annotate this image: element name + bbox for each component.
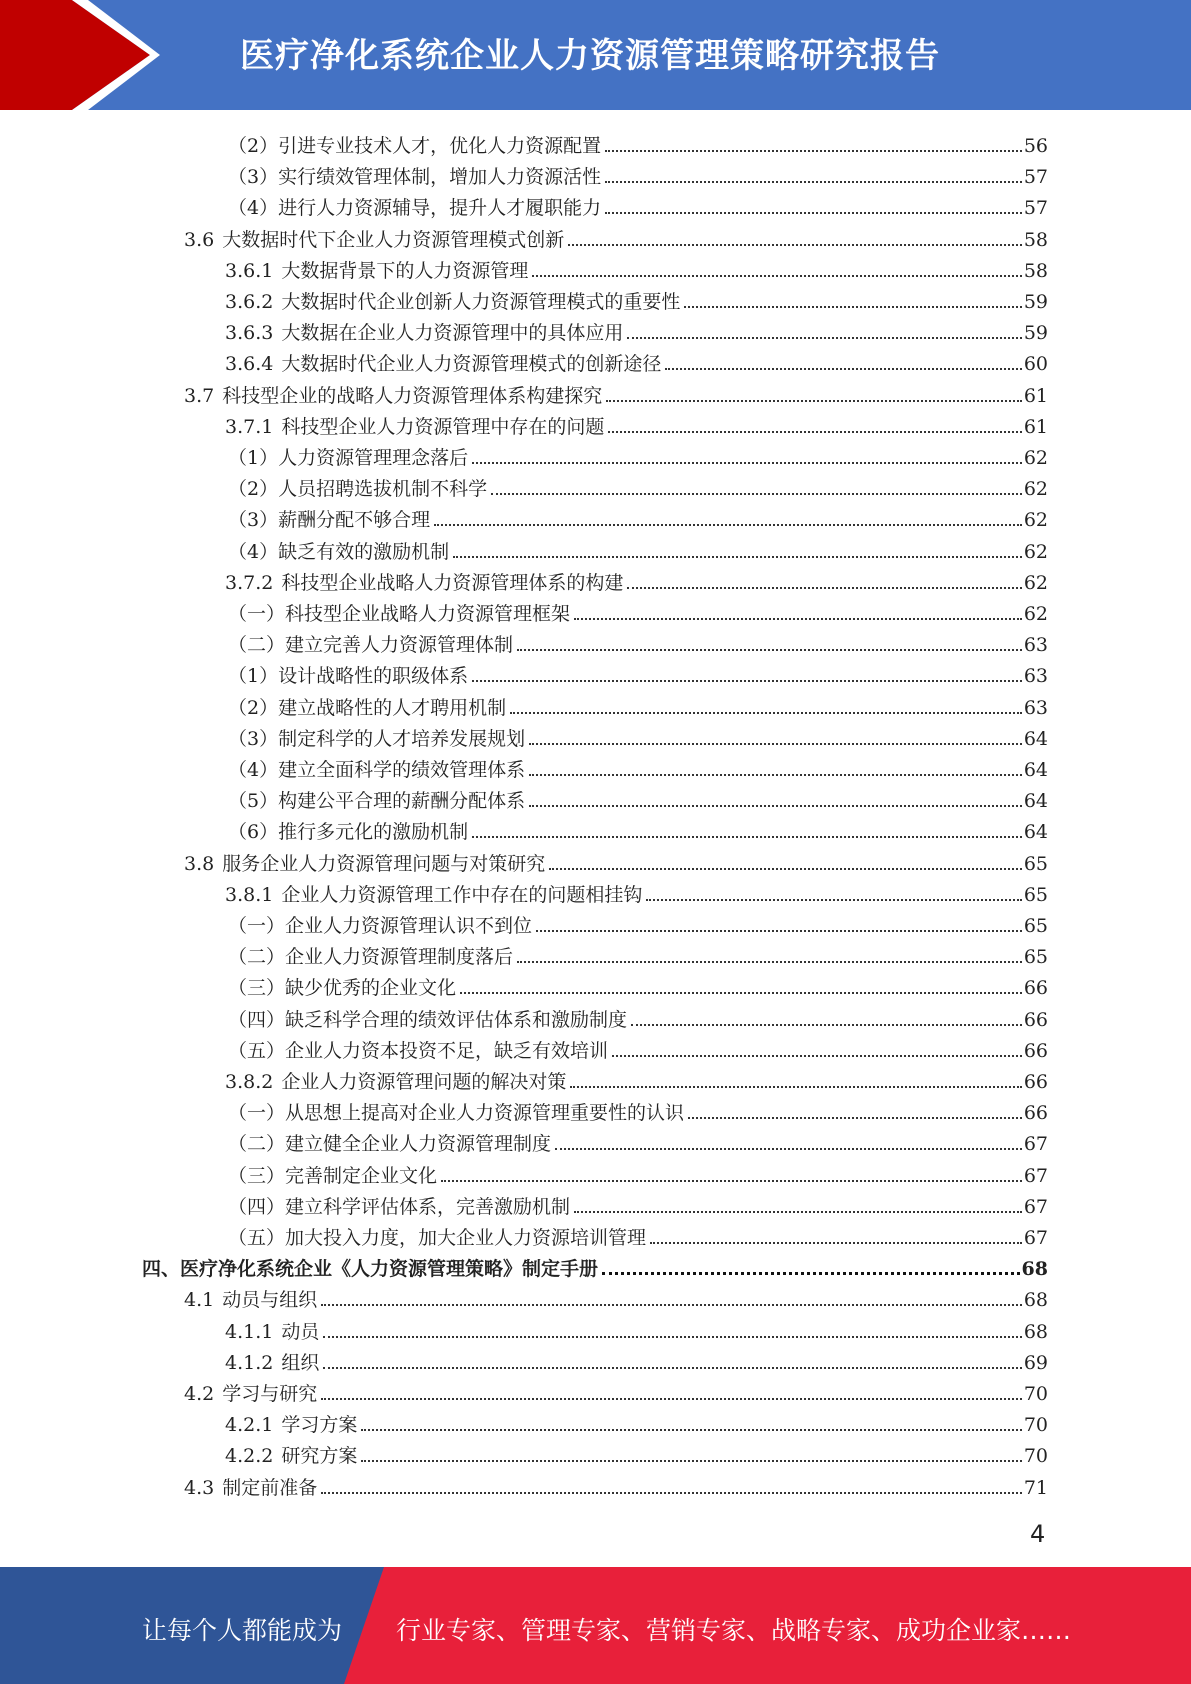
toc-entry[interactable] — [228, 626, 1048, 657]
toc-entry-page: 62 — [1023, 478, 1048, 501]
toc-entry-title: 科技型企业战略人力资源管理体系的构建 — [281, 571, 624, 594]
footer-slogan: 让每个人都能成为 — [142, 1616, 343, 1645]
toc-entry[interactable] — [228, 439, 1048, 470]
toc-entry-title: 大数据时代企业创新人力资源管理模式的重要性 — [281, 291, 681, 313]
toc-entry[interactable] — [184, 1469, 1048, 1500]
toc-entry[interactable] — [228, 1032, 1048, 1063]
toc-entry-title: （3）制定科学的人才培养发展规划 — [228, 727, 526, 750]
toc-entry-title: （4）缺乏有效的激励机制 — [228, 540, 450, 563]
toc-entry-number: 4.2.2 — [225, 1445, 274, 1468]
toc-entry[interactable] — [225, 564, 1048, 595]
toc-dot-leader — [517, 649, 1022, 651]
toc-entry-title: （1）设计战略性的职级体系 — [228, 665, 469, 688]
toc-dot-leader — [321, 1492, 1022, 1494]
toc-entry-number: 4.1 — [184, 1289, 215, 1312]
toc-entry-number: 4.2.1 — [225, 1414, 274, 1437]
toc-entry-title: 研究方案 — [281, 1445, 358, 1468]
toc-dot-leader — [453, 556, 1022, 558]
toc-dot-leader — [472, 680, 1022, 682]
toc-entry[interactable] — [228, 1094, 1048, 1125]
toc-entry-title: 大数据背景下的人力资源管理 — [281, 259, 529, 282]
toc-dot-leader — [472, 462, 1022, 464]
toc-entry-page: 70 — [1023, 1383, 1048, 1405]
toc-entry[interactable] — [228, 1001, 1048, 1032]
toc-entry-page: 65 — [1023, 946, 1048, 969]
toc-entry-title: （二）企业人力资源管理制度落后 — [228, 946, 514, 969]
toc-entry-title: （1）人力资源管理理念落后 — [228, 447, 469, 469]
toc-entry[interactable] — [228, 657, 1048, 688]
toc-entry[interactable] — [184, 1281, 1048, 1312]
toc-entry-page: 65 — [1023, 852, 1048, 875]
toc-entry-title: （5）构建公平合理的薪酬分配体系 — [228, 790, 526, 813]
toc-entry-title: 科技型企业人力资源管理中存在的问题 — [281, 415, 605, 438]
toc-entry-page: 57 — [1023, 166, 1048, 189]
toc-entry[interactable] — [228, 938, 1048, 969]
toc-entry-title: （二）建立健全企业人力资源管理制度 — [228, 1133, 552, 1156]
toc-entry-page: 56 — [1023, 135, 1048, 157]
toc-dot-leader — [606, 400, 1022, 402]
toc-entry[interactable] — [228, 1219, 1048, 1250]
toc-entry[interactable] — [228, 127, 1048, 158]
toc-entry-page: 64 — [1023, 821, 1048, 844]
toc-dot-leader — [574, 1211, 1022, 1213]
toc-entry[interactable] — [184, 845, 1048, 876]
toc-entry-number: 3.8 — [184, 852, 215, 875]
toc-entry-number: 3.8.1 — [225, 883, 274, 906]
toc-entry-page: 62 — [1023, 447, 1048, 469]
toc-entry[interactable] — [228, 813, 1048, 844]
toc-dot-leader — [321, 1304, 1022, 1306]
toc-entry[interactable] — [228, 1157, 1048, 1188]
toc-entry-title: （二）建立完善人力资源管理体制 — [228, 634, 514, 657]
toc-entry[interactable] — [228, 969, 1048, 1000]
toc-dot-leader — [650, 1242, 1022, 1244]
toc-entry[interactable] — [225, 314, 1048, 345]
toc-entry[interactable] — [225, 1313, 1048, 1344]
toc-dot-leader — [627, 587, 1021, 589]
toc-entry-number: 4.3 — [184, 1476, 215, 1499]
toc-entry-page: 58 — [1023, 228, 1048, 251]
toc-entry-title: 动员与组织 — [222, 1289, 318, 1312]
toc-entry-number: 4.1.1 — [225, 1320, 274, 1343]
toc-entry[interactable] — [225, 1437, 1048, 1468]
toc-entry-title: （一）从思想上提高对企业人力资源管理重要性的认识 — [228, 1102, 685, 1125]
toc-entry-page: 66 — [1023, 1071, 1048, 1093]
toc-entry[interactable] — [228, 751, 1048, 782]
toc-entry[interactable] — [228, 189, 1048, 220]
footer-roles: 行业专家、管理专家、营销专家、战略专家、成功企业家…… — [396, 1616, 1072, 1645]
toc-dot-leader — [529, 774, 1022, 776]
toc-dot-leader — [536, 930, 1022, 932]
toc-dot-leader — [605, 212, 1022, 214]
toc-entry-page: 63 — [1023, 696, 1048, 719]
toc-entry-title: （3）薪酬分配不够合理 — [228, 509, 431, 532]
toc-entry[interactable] — [225, 876, 1048, 907]
toc-dot-leader — [321, 1398, 1022, 1400]
toc-entry-page: 62 — [1023, 540, 1048, 563]
toc-entry[interactable] — [228, 782, 1048, 813]
toc-dot-leader — [517, 961, 1022, 963]
toc-entry-title: 服务企业人力资源管理问题与对策研究 — [222, 852, 546, 875]
toc-entry-page: 70 — [1023, 1414, 1048, 1437]
toc-entry-page: 60 — [1023, 353, 1048, 376]
toc-entry-number: 3.8.2 — [225, 1071, 274, 1093]
toc-entry-page: 65 — [1023, 883, 1048, 906]
toc-entry-page: 62 — [1023, 509, 1048, 532]
toc-entry-page: 66 — [1023, 1102, 1048, 1125]
toc-entry[interactable] — [228, 595, 1048, 626]
toc-dot-leader — [460, 992, 1022, 994]
toc-dot-leader — [627, 337, 1021, 339]
toc-entry-page: 67 — [1023, 1133, 1048, 1156]
toc-entry-title: 大数据时代企业人力资源管理模式的创新途径 — [281, 353, 662, 376]
toc-entry-page: 64 — [1023, 759, 1048, 781]
toc-dot-leader — [323, 1367, 1021, 1369]
toc-entry-title: 学习方案 — [281, 1414, 358, 1437]
toc-entry-page: 66 — [1023, 1008, 1048, 1031]
toc-entry-title: （4）进行人力资源辅导，提升人才履职能力 — [228, 197, 602, 220]
toc-entry-title: 大数据在企业人力资源管理中的具体应用 — [281, 322, 624, 345]
toc-entry-page: 69 — [1023, 1351, 1048, 1374]
toc-dot-leader — [361, 1429, 1021, 1431]
toc-entry[interactable] — [228, 1125, 1048, 1156]
toc-entry[interactable] — [225, 252, 1048, 283]
toc-entry-title: （2）建立战略性的人才聘用机制 — [228, 696, 507, 719]
footer-band — [0, 1567, 1191, 1684]
toc-entry-title: 组织 — [281, 1351, 320, 1374]
toc-entry-title: 科技型企业的战略人力资源管理体系构建探究 — [222, 384, 603, 407]
toc-dot-leader — [568, 244, 1022, 246]
toc-entry-number: 4.1.2 — [225, 1351, 274, 1374]
toc-entry-title: （一）企业人力资源管理认识不到位 — [228, 915, 533, 937]
toc-entry[interactable] — [142, 1250, 1048, 1281]
toc-entry-page: 63 — [1023, 665, 1048, 688]
toc-entry-page: 58 — [1023, 259, 1048, 282]
header-band — [0, 0, 1191, 110]
toc-entry-title: 企业人力资源管理工作中存在的问题相挂钩 — [281, 883, 643, 906]
toc-entry-title: 企业人力资源管理问题的解决对策 — [281, 1071, 567, 1093]
toc-entry-title: （3）实行绩效管理体制，增加人力资源活性 — [228, 166, 602, 189]
toc-entry-page: 62 — [1023, 603, 1048, 625]
toc-entry[interactable] — [225, 345, 1048, 376]
toc-dot-leader — [323, 1336, 1021, 1338]
toc-entry-title: 学习与研究 — [222, 1383, 318, 1405]
toc-entry-page: 67 — [1023, 1164, 1048, 1187]
toc-entry-page: 59 — [1023, 322, 1048, 345]
toc-entry[interactable] — [228, 1188, 1048, 1219]
toc-dot-leader — [608, 431, 1021, 433]
toc-dot-leader — [434, 524, 1022, 526]
toc-entry-title: （五）企业人力资本投资不足，缺乏有效培训 — [228, 1039, 609, 1062]
toc-entry-page: 61 — [1023, 384, 1048, 407]
toc-entry-title: （一）科技型企业战略人力资源管理框架 — [228, 603, 571, 625]
toc-dot-leader — [570, 1086, 1021, 1088]
toc-entry[interactable] — [228, 470, 1048, 501]
toc-dot-leader — [612, 1055, 1022, 1057]
toc-entry-number: 3.6 — [184, 228, 215, 251]
toc-dot-leader — [646, 899, 1021, 901]
toc-entry[interactable] — [184, 221, 1048, 252]
page-number: 4 — [1030, 1520, 1046, 1548]
toc-entry-title: （6）推行多元化的激励机制 — [228, 821, 469, 844]
toc-entry-title: （四）建立科学评估体系，完善激励机制 — [228, 1195, 571, 1218]
toc-entry-number: 3.6.4 — [225, 353, 274, 376]
toc-dot-leader — [532, 275, 1021, 277]
toc-dot-leader — [529, 743, 1022, 745]
toc-entry-page: 61 — [1023, 415, 1048, 438]
toc-entry-page: 57 — [1023, 197, 1048, 220]
toc-entry-number: 4.2 — [184, 1383, 215, 1405]
toc-entry-page: 67 — [1023, 1227, 1048, 1249]
toc-entry-title: （四）缺乏科学合理的绩效评估体系和激励制度 — [228, 1008, 628, 1031]
toc-entry[interactable] — [225, 408, 1048, 439]
toc-dot-leader — [605, 150, 1022, 152]
toc-entry-title: （2）人员招聘选拔机制不科学 — [228, 478, 488, 501]
toc-entry[interactable] — [225, 1406, 1048, 1437]
toc-entry-title: （4）建立全面科学的绩效管理体系 — [228, 759, 526, 781]
toc-entry-number: 3.6.1 — [225, 259, 274, 282]
toc-entry-page: 68 — [1021, 1258, 1048, 1281]
toc-dot-leader — [631, 1024, 1022, 1026]
toc-entry[interactable] — [228, 689, 1048, 720]
toc-entry[interactable] — [184, 1375, 1048, 1406]
toc-entry-page: 70 — [1023, 1445, 1048, 1468]
toc-entry[interactable] — [225, 283, 1048, 314]
toc-entry-number: 3.7 — [184, 384, 215, 407]
document-title: 医疗净化系统企业人力资源管理策略研究报告 — [240, 36, 940, 76]
toc-dot-leader — [602, 1272, 1020, 1275]
toc-dot-leader — [605, 181, 1022, 183]
toc-dot-leader — [665, 368, 1021, 370]
toc-entry-page: 65 — [1023, 915, 1048, 937]
toc-dot-leader — [549, 868, 1022, 870]
toc-entry-number: 3.7.1 — [225, 415, 274, 438]
toc-entry[interactable] — [228, 501, 1048, 532]
toc-entry-number: 3.6.3 — [225, 322, 274, 345]
toc-dot-leader — [688, 1117, 1022, 1119]
toc-dot-leader — [529, 805, 1022, 807]
toc-entry-title: 制定前准备 — [222, 1476, 318, 1499]
toc-entry-title: 四、医疗净化系统企业《人力资源管理策略》制定手册 — [142, 1258, 599, 1281]
toc-dot-leader — [510, 712, 1022, 714]
toc-dot-leader — [441, 1180, 1022, 1182]
toc-entry[interactable] — [225, 1063, 1048, 1094]
toc-dot-leader — [684, 306, 1021, 308]
toc-dot-leader — [574, 618, 1022, 620]
toc-entry-page: 64 — [1023, 790, 1048, 813]
toc-entry-number: 3.6.2 — [225, 291, 274, 313]
toc-dot-leader — [555, 1148, 1022, 1150]
toc-entry-page: 71 — [1023, 1476, 1048, 1499]
toc-dot-leader — [361, 1460, 1021, 1462]
toc-entry-page: 66 — [1023, 1039, 1048, 1062]
toc-entry[interactable] — [184, 377, 1048, 408]
toc-entry-page: 68 — [1023, 1320, 1048, 1343]
toc-entry-page: 66 — [1023, 977, 1048, 1000]
toc-entry-number: 3.7.2 — [225, 571, 274, 594]
toc-entry-title: 大数据时代下企业人力资源管理模式创新 — [222, 228, 565, 251]
toc-entry-title: （三）缺少优秀的企业文化 — [228, 977, 457, 1000]
toc-entry-page: 67 — [1023, 1195, 1048, 1218]
toc-entry-page: 59 — [1023, 291, 1048, 313]
toc-entry-page: 63 — [1023, 634, 1048, 657]
toc-entry-page: 62 — [1023, 571, 1048, 594]
toc-entry-title: （2）引进专业技术人才，优化人力资源配置 — [228, 135, 602, 157]
toc-entry-page: 68 — [1023, 1289, 1048, 1312]
toc-entry[interactable] — [228, 533, 1048, 564]
toc-entry-title: （五）加大投入力度，加大企业人力资源培训管理 — [228, 1227, 647, 1249]
toc-entry[interactable] — [228, 907, 1048, 938]
toc-entry-page: 64 — [1023, 727, 1048, 750]
toc-entry-title: （三）完善制定企业文化 — [228, 1164, 438, 1187]
toc-entry[interactable] — [228, 720, 1048, 751]
red-chevron-icon — [0, 0, 160, 110]
toc-entry[interactable] — [228, 158, 1048, 189]
toc-entry[interactable] — [225, 1344, 1048, 1375]
toc-dot-leader — [491, 493, 1022, 495]
toc-dot-leader — [472, 836, 1022, 838]
toc-entry-title: 动员 — [281, 1320, 320, 1343]
